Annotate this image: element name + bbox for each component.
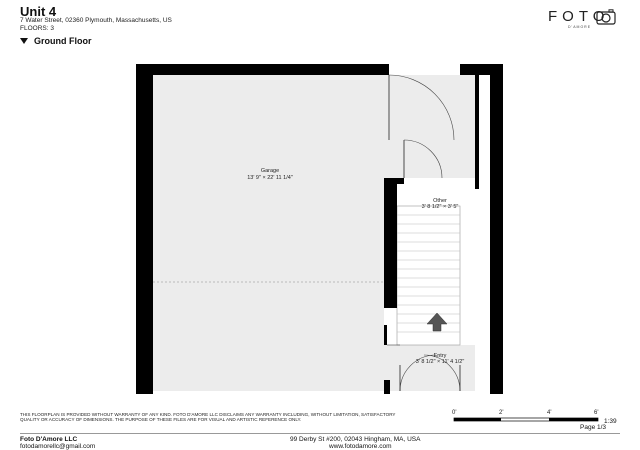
floor-name: Ground Floor [34,36,92,46]
address-text: 7 Water Street, 02360 Plymouth, Massachusetts, US [20,17,172,24]
room-name: Entry [433,353,447,359]
unit-title: Unit 4 [20,4,57,19]
room-other-dims [408,204,472,210]
room-dims: 3' 8 1/2" × 3' 5" [421,204,459,210]
entry-floor [384,345,475,391]
page-number: Page 1/3 [580,424,607,431]
room-dims: 13' 9" × 22' 11 1/4" [247,175,293,181]
room-name: Other [433,198,447,204]
website-link[interactable]: www.fotodamore.com [329,443,392,450]
logo-text: FOTO [548,8,610,25]
room-garage-dims [228,175,312,181]
scale-ratio: 1:39 [604,418,617,425]
office-address: 99 Derby St #200, 02043 Hingham, MA, USA [290,436,421,443]
room-garage-label [240,168,300,174]
scale-tick: 6' [594,410,599,416]
company-email[interactable]: fotodamorellc@gmail.com [20,443,96,450]
garage-floor [153,75,384,391]
scale-tick: 2' [499,410,504,416]
room-name: Garage [260,168,280,174]
logo-subtext: D'AMORE [568,25,592,29]
upper-right-floor [384,75,475,178]
room-dims: 3' 8 1/2" × 11' 4 1/2" [415,359,465,365]
floors-count: FLOORS: 3 [20,25,54,32]
scale-tick: 4' [547,410,552,416]
company-name: Foto D'Amore LLC [20,436,78,443]
footer-divider [20,433,620,434]
scale-graphic [452,417,602,423]
disclaimer-text: THIS FLOORPLAN IS PROVIDED WITHOUT WARRANTY OF ANY KIND. FOTO D'AMORE LLC DISCLAIMS ANY WARRANTY INCLUDING, WITHOUT LIMITATION, SATISFACTORY QUALITY OR ACCURACY OF DIMENSIONS. THE PURPOSE OF THESE FILES ARE FOR VISUAL AND ARTISTIC REFERENCE ONLY. [20,412,396,423]
room-entry-dims [400,359,480,365]
scale-tick: 0' [452,410,457,416]
